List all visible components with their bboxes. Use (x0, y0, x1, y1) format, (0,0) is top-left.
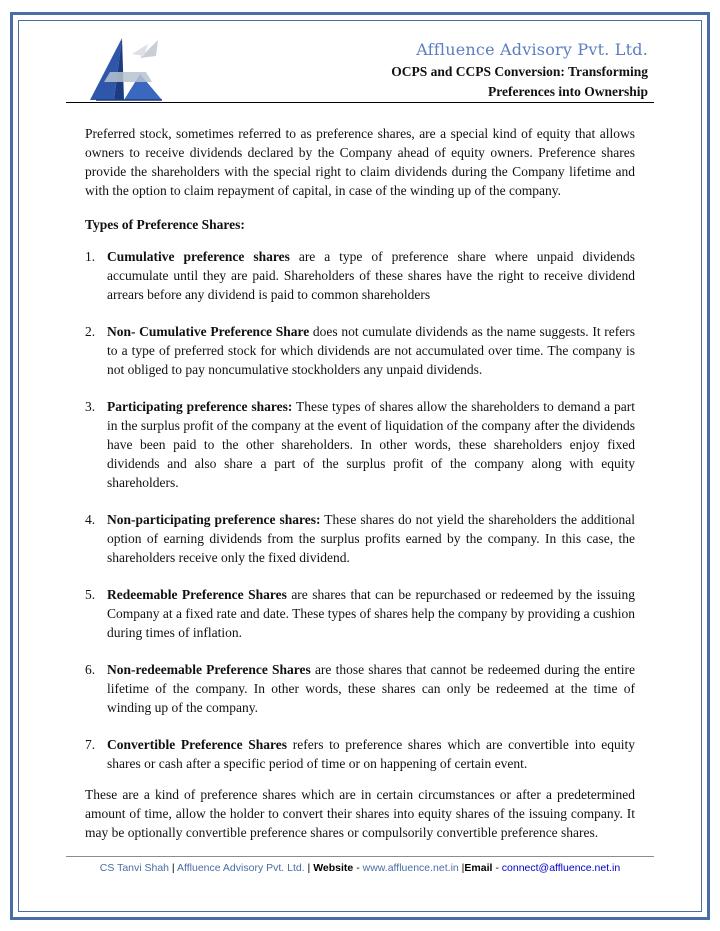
list-item-text: are shares that can be repurchased or redeemed by the issuing Company at a fixed rate and date. These types of shares help the company by providing a cushion during times of inflation. (107, 587, 635, 640)
list-item-term: Non-redeemable Preference Shares (107, 662, 311, 677)
footer-firm: Affluence Advisory Pvt. Ltd. (177, 862, 305, 874)
list-item-term: Participating preference shares: (107, 399, 293, 414)
footer-website-label: Website (313, 862, 354, 874)
list-item-text: are a type of preference share where unpaid dividends accumulate until they are paid. Shareholders of these shares have the right to receive dividend arrears before any dividend is paid to common shareholders (107, 249, 635, 302)
list-item (85, 322, 635, 379)
list-item (85, 585, 635, 642)
footer-separator: | (304, 862, 314, 874)
list-item-text: refers to preference shares which are convertible into equity shares or cash after a specific period of time or on happening of certain event. (107, 737, 635, 771)
list-item-text: are those shares that cannot be redeemed during the entire lifetime of the company. In other words, these shares can only be redeemed at the time of winding up of the company. (107, 662, 635, 715)
footer-email-link[interactable]: connect@affluence.net.in (501, 862, 621, 874)
list-item-term: Non- Cumulative Preference Share (107, 324, 310, 339)
closing-paragraph: These are a kind of preference shares which are in certain circumstances or after a predetermined amount of time, allow the holder to convert their shares into equity shares of the issuing company. It may be optionally convertible preference shares or compulsorily convertible preference shares. (85, 787, 635, 840)
list-item-number: 1. (85, 249, 96, 264)
list-item-term: Cumulative preference shares (107, 249, 290, 264)
list-item-term: Convertible Preference Shares (107, 737, 288, 752)
list-item (85, 510, 635, 567)
list-item-term: Redeemable Preference Shares (107, 587, 287, 602)
list-item-term: Non-participating preference shares: (107, 512, 321, 527)
list-item-number: 6. (85, 662, 96, 677)
list-item-number: 5. (85, 587, 96, 602)
footer-website-link[interactable]: www.affluence.net.in (362, 862, 459, 874)
list-item-text: These types of shares allow the shareholders to demand a part in the surplus profit of the company at the event of liquidation of the company after the dividends have been paid to the other shareholders. In other words, these shareholders enjoy fixed dividends and also share a part of the surplus profit of the company along with equity shareholders. (107, 399, 635, 490)
footer-author: CS Tanvi Shah (99, 862, 170, 874)
footer-separator: | (458, 862, 465, 874)
footer-divider (66, 856, 654, 857)
list-item (85, 247, 635, 304)
footer-separator: - (492, 862, 502, 874)
list-item-number: 7. (85, 737, 96, 752)
footer (66, 862, 654, 874)
list-item-number: 3. (85, 399, 96, 414)
footer-separator: - (353, 862, 363, 874)
list-item-text: does not cumulate dividends as the name suggests. It refers to a type of preferred stock for which dividends are not accumulated over time. The company is not obliged to pay noncumulative stockholders any unpaid dividends. (107, 324, 635, 377)
list-item-text: These shares do not yield the shareholders the additional option of earning dividends from the surplus profits earned by the company. In this case, the shareholders receive only the fixed dividend. (107, 512, 635, 565)
intro-paragraph: Preferred stock, sometimes referred to as preference shares, are a special kind of equity that allows owners to receive dividends declared by the Company ahead of equity owners. Preference shares provide the shareholders with the special right to claim dividends during the Company lifetime and with the option to claim repayment of capital, in case of the winding up of the company. (85, 126, 635, 198)
footer-separator: | (169, 862, 177, 874)
list-item (85, 660, 635, 717)
preference-types-list (85, 247, 635, 773)
document-body (85, 124, 635, 842)
header-divider (66, 102, 654, 103)
company-name: Affluence Advisory Pvt. Ltd. (416, 40, 648, 59)
list-item (85, 397, 635, 492)
document-title-line2: Preferences into Ownership (488, 84, 648, 99)
document-title-line1: OCPS and CCPS Conversion: Transforming (391, 64, 648, 79)
footer-email-label: Email (464, 862, 493, 874)
affluence-logo-icon (84, 34, 164, 104)
document-title (318, 62, 648, 102)
list-item-number: 4. (85, 512, 96, 527)
section-heading: Types of Preference Shares: (85, 217, 245, 232)
list-item-number: 2. (85, 324, 96, 339)
list-item (85, 735, 635, 773)
